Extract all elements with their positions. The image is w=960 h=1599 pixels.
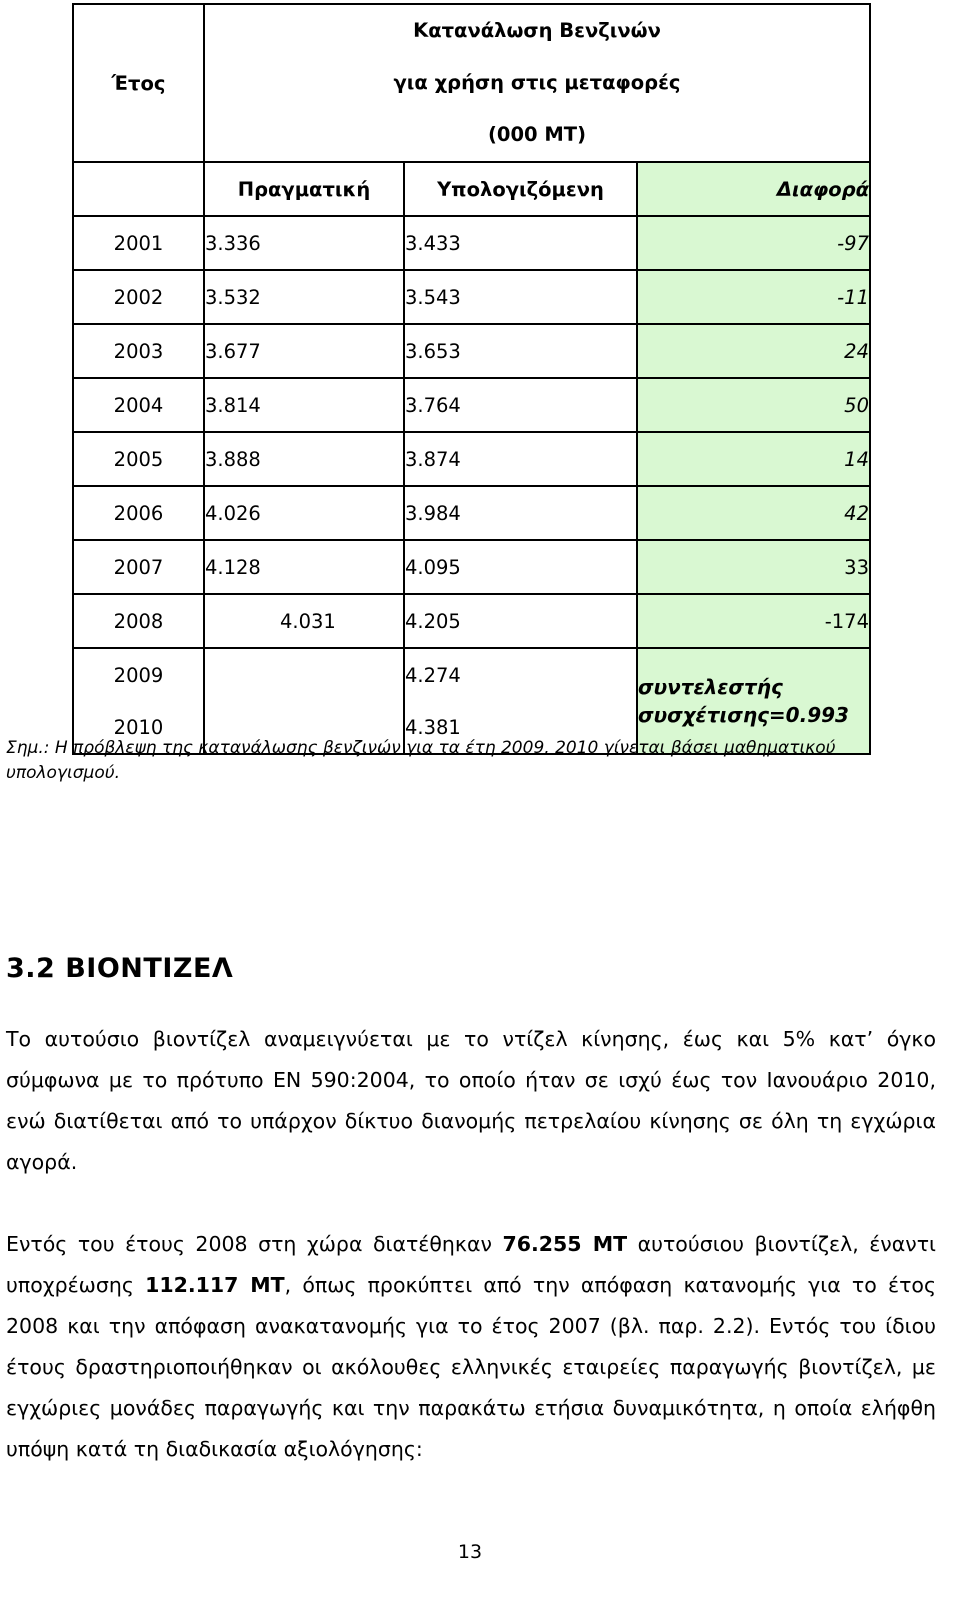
- section-title: 3.2 ΒΙΟΝΤΙΖΕΛ: [6, 953, 234, 984]
- year-header-spacer: [73, 162, 204, 216]
- calc-cell: 3.543: [404, 270, 637, 324]
- calc-cell: 3.874: [404, 432, 637, 486]
- diff-cell: 14: [637, 432, 870, 486]
- table-row: [73, 594, 870, 648]
- calc-cell: 3.653: [404, 324, 637, 378]
- calc-cell: 3.764: [404, 378, 637, 432]
- year-cell: 2007: [73, 540, 204, 594]
- table-row: [73, 540, 870, 594]
- table-title-line-2: για χρήση στις μεταφορές: [393, 71, 681, 94]
- calc-cell: 4.274: [404, 648, 637, 701]
- bold-amount-supplied: 76.255 ΜΤ: [502, 1232, 628, 1256]
- real-cell: 3.336: [204, 216, 404, 270]
- column-header-diff: Διαφορά: [637, 162, 870, 216]
- paragraph-1: Το αυτούσιο βιοντίζελ αναμειγνύεται με το ντίζελ κίνησης, έως και 5% κατ’ όγκο σύμφωνα με το πρότυπο ΕΝ 590:2004, το οποίο ήταν σε ισχύ έως τον Ιανουάριο 2010, ενώ διατίθεται από το υπάρχον δίκτυο διανομής πετρελαίου κίνησης σε όλη τη εγχώρια αγορά.: [6, 1027, 936, 1174]
- year-cell: 2006: [73, 486, 204, 540]
- year-cell: 2003: [73, 324, 204, 378]
- real-cell: 4.026: [204, 486, 404, 540]
- paragraph-2: [6, 1224, 936, 1470]
- calc-cell: 4.095: [404, 540, 637, 594]
- diff-cell: -174: [637, 594, 870, 648]
- table-title: [204, 4, 870, 162]
- year-header: Έτος: [73, 4, 204, 162]
- column-header-calc: Υπολογιζόμενη: [404, 162, 637, 216]
- year-cell: 2008: [73, 594, 204, 648]
- consumption-table: [72, 3, 871, 755]
- year-cell: 2009: [73, 648, 204, 701]
- table-row: [73, 486, 870, 540]
- page-number: 13: [457, 1541, 483, 1563]
- table-row: [73, 216, 870, 270]
- diff-cell: 24: [637, 324, 870, 378]
- diff-cell: -97: [637, 216, 870, 270]
- year-cell: 2002: [73, 270, 204, 324]
- paragraph-2-text: αυτούσιου βιοντίζελ, έναντι υποχρέωσης: [6, 1232, 936, 1297]
- table-note: Σημ.: Η πρόβλεψη της κατανάλωσης βενζινών για τα έτη 2009, 2010 γίνεται βάσει μαθηματικού υπολογισμού.: [6, 738, 836, 783]
- correlation-cell: συντελεστής συσχέτισης=0.993: [637, 648, 870, 754]
- year-cell: 2004: [73, 378, 204, 432]
- year-cell: 2001: [73, 216, 204, 270]
- real-cell: 3.677: [204, 324, 404, 378]
- diff-cell: -11: [637, 270, 870, 324]
- real-cell: 3.814: [204, 378, 404, 432]
- table-row: [73, 270, 870, 324]
- calc-cell: 4.205: [404, 594, 637, 648]
- calc-cell: 4.381: [404, 701, 637, 754]
- diff-cell: 50: [637, 378, 870, 432]
- diff-cell: 42: [637, 486, 870, 540]
- table-row: [73, 432, 870, 486]
- year-cell: 2005: [73, 432, 204, 486]
- year-cell: 2010: [73, 701, 204, 754]
- table-title-line-3: (000 ΜΤ): [487, 123, 587, 146]
- real-cell: 3.888: [204, 432, 404, 486]
- calc-cell: 3.984: [404, 486, 637, 540]
- paragraph-2-text: Εντός του έτους 2008 στη χώρα διατέθηκαν: [6, 1232, 503, 1256]
- diff-cell: 33: [637, 540, 870, 594]
- real-cell: [204, 648, 404, 701]
- table-title-line-1: Κατανάλωση Βενζινών: [413, 19, 661, 42]
- table-row: [73, 648, 870, 701]
- table-row: [73, 324, 870, 378]
- calc-cell: 3.433: [404, 216, 637, 270]
- column-header-real: Πραγματική: [204, 162, 404, 216]
- bold-amount-obligation: 112.117 ΜΤ: [145, 1273, 285, 1297]
- table-row: [73, 378, 870, 432]
- real-cell: 4.128: [204, 540, 404, 594]
- paragraph-2-text: , όπως προκύπτει από την απόφαση κατανομής για το έτος 2008 και την απόφαση ανακατανομής για το έτος 2007 (βλ. παρ. 2.2). Εντός του ίδιου έτους δραστηριοποιήθηκαν οι ακόλουθες ελληνικές εταιρείες παραγωγής βιοντίζελ, με εγχώριες μονάδες παραγωγής και την παρακάτω ετήσια δυναμικότητα, η οποία ελήφθη υπόψη κατά τη διαδικασία αξιολόγησης:: [6, 1273, 936, 1461]
- real-cell: 3.532: [204, 270, 404, 324]
- real-cell: 4.031: [204, 594, 404, 648]
